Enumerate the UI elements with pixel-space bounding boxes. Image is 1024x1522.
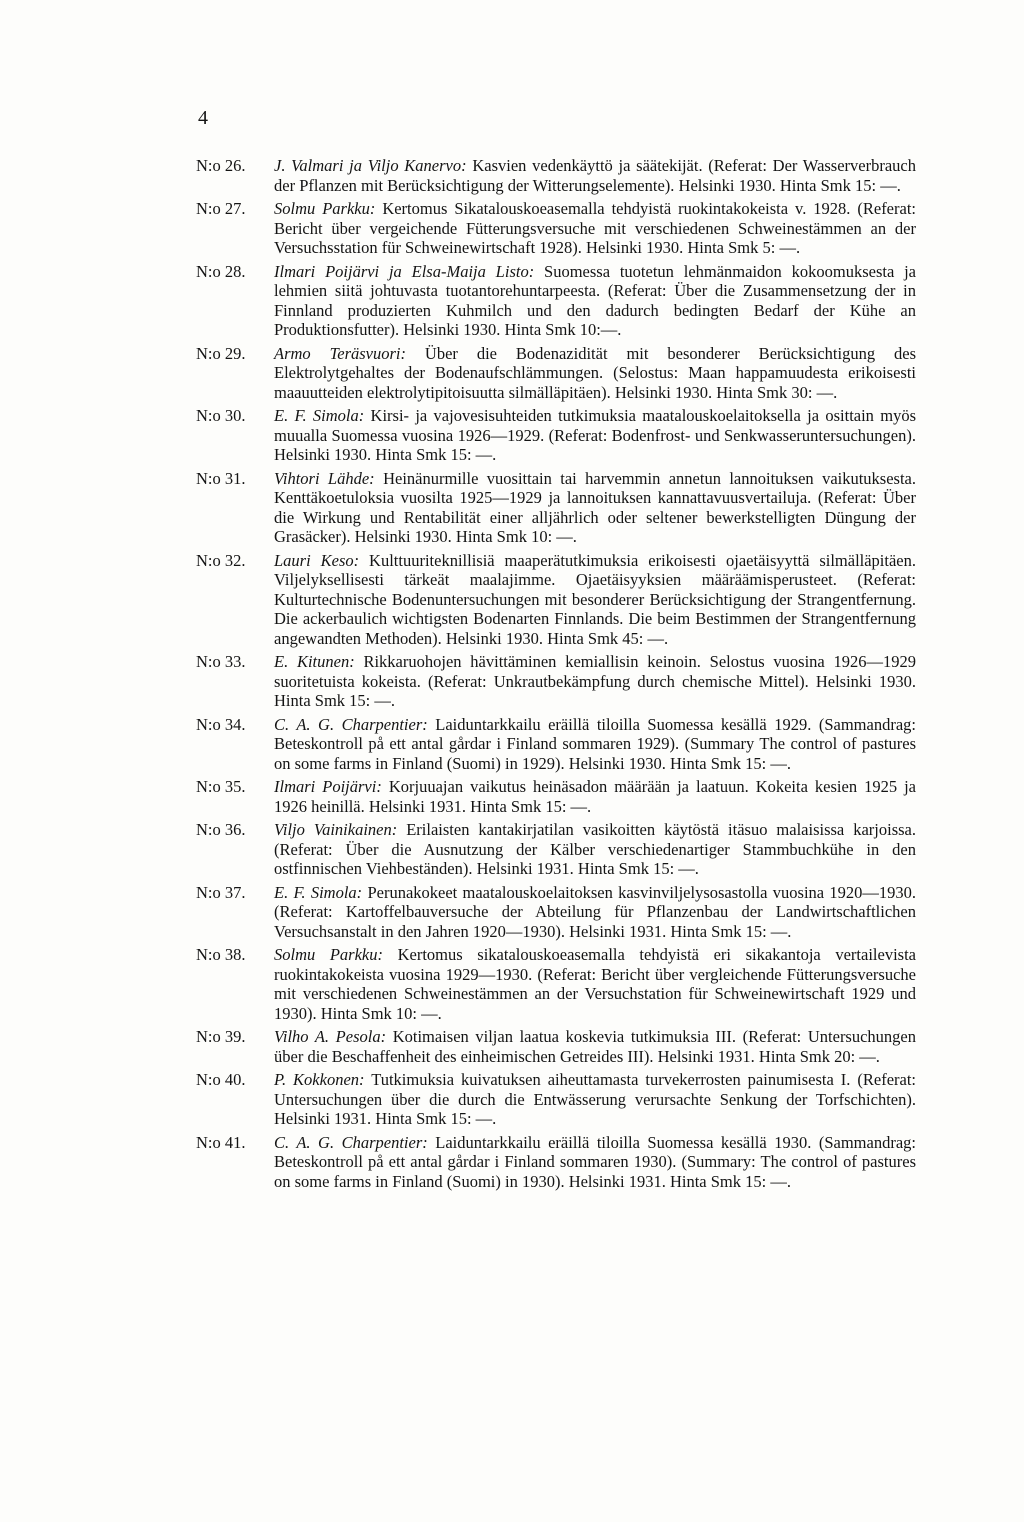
- entry-body: [274, 156, 916, 195]
- entry-number: N:o 31.: [196, 468, 246, 488]
- entry-body: [274, 1070, 916, 1129]
- entry-description: Kasvien vedenkäyttö ja säätekijät. (Referat: Der Wasserverbrauch der Pflanzen mit Berücksichtigung der Witterungselemente). Helsinki 1930. Hinta Smk 15: —.: [274, 156, 917, 195]
- entry-author: Solmu Parkku:: [274, 945, 383, 964]
- entry-description: Heinänurmille vuosittain tai harvemmin annetun lannoituksen vaikutuksesta. Kenttäkoetuloksia vuosilta 1925—1929 ja lannoituksen kannattavuusvertailuja. (Referat: Über die Wirkung und Rentabilität einer alljährlich oder seltener bewerkstelligten Düngung der Grasäcker). Helsinki 1930. Hinta Smk 10: —.: [274, 468, 917, 546]
- entry-author: E. F. Simola:: [274, 406, 365, 425]
- entry-body: [274, 945, 916, 1023]
- entry-body: [274, 820, 916, 879]
- entry-body: [274, 551, 916, 649]
- entry-author: Vilho A. Pesola:: [274, 1027, 387, 1046]
- entry-description: Tutkimuksia kuivatuksen aiheuttamasta turvekerrosten painumisesta I. (Referat: Untersuchungen über die durch die Entwässerung verursachte Senkung der Torfschichten). Helsinki 1931. Hinta Smk 15: —.: [274, 1070, 917, 1128]
- entry-description: Kertomus Sikatalouskoeasemalla tehdyistä ruokintakokeista v. 1928. (Referat: Bericht über vergeichende Fütterungsversuche mit verschiedenen Schweinestämmen an der Versuchsstation für Schweinewirtschaft 1928). Helsinki 1930. Hinta Smk 5: —.: [274, 199, 916, 257]
- entry-description: Kulttuuriteknillisiä maaperätutkimuksia erikoisesti ojaetäisyyttä silmälläpitäen. Viljelyksellisesti tärkeät maalajimme. Ojaetäisyyksien määräämisperusteet. (Referat: Kulturtechnische Bodenuntersuchungen mit besonderer Berücksichtigung der Strangentfernung. Die ackerbaulich wichtigsten Bodenarten Finnlands. Die beim Bestimmen der Strangentfernung angewandten Methoden). Helsinki 1930. Hinta Smk 45: —.: [274, 550, 917, 648]
- page-number: 4: [198, 107, 208, 129]
- entry-author: Ilmari Poijärvi:: [274, 777, 382, 796]
- entry-description: Korjuuajan vaikutus heinäsadon määrään ja laatuun. Kokeita kesien 1925 ja 1926 heinillä. Helsinki 1931. Hinta Smk 15: —.: [274, 777, 916, 816]
- entry-body: [274, 262, 916, 340]
- entry-number: N:o 28.: [196, 261, 246, 281]
- list-item: [196, 406, 916, 465]
- entry-author: Lauri Keso:: [274, 550, 360, 570]
- publication-list: [196, 156, 916, 1191]
- entry-number: N:o 37.: [196, 882, 246, 902]
- entry-number: N:o 27.: [196, 199, 246, 218]
- entry-number: N:o 26.: [196, 156, 246, 175]
- list-item: [196, 344, 916, 403]
- entry-body: [274, 883, 916, 942]
- list-item: [196, 652, 916, 711]
- entry-body: [274, 469, 916, 547]
- entry-description: Rikkaruohojen hävittäminen kemiallisin keinoin. Selostus vuosina 1926—1929 suoritetuista kokeista. (Referat: Unkrautbekämpfung durch chemische Mittel). Helsinki 1930. Hinta Smk 15: —.: [274, 652, 916, 710]
- entry-number: N:o 32.: [196, 550, 246, 570]
- entry-body: [274, 199, 916, 258]
- entry-description: Kotimaisen viljan laatua koskevia tutkimuksia III. (Referat: Untersuchungen über die Beschaffenheit des einheimischen Getreides III). Helsinki 1931. Hinta Smk 20: —.: [274, 1027, 917, 1066]
- entry-body: [274, 1133, 916, 1192]
- list-item: [196, 777, 916, 816]
- list-item: [196, 469, 916, 547]
- list-item: [196, 715, 916, 774]
- entry-body: [274, 406, 916, 465]
- entry-number: N:o 41.: [196, 1132, 246, 1152]
- list-item: [196, 262, 916, 340]
- list-item: [196, 1133, 916, 1192]
- entry-description: Über die Bodenazidität mit besonderer Berücksichtigung des Elektrolytgehaltes der Bodenaufschlämmungen. (Selostus: Maan happamuudesta erikoisesti maauutteiden elektrolytipitoisuutta silmälläpitäen). Helsinki 1930. Hinta Smk 30: —.: [274, 343, 916, 402]
- entry-number: N:o 39.: [196, 1027, 246, 1046]
- entry-number: N:o 35.: [196, 777, 246, 796]
- entry-body: [274, 777, 916, 816]
- list-item: [196, 1070, 916, 1129]
- entry-body: [274, 344, 916, 403]
- entry-description: Laiduntarkkailu eräillä tiloilla Suomessa kesällä 1929. (Sammandrag: Beteskontroll på ett antal gårdar i Finland sommaren 1929). (Summary The control of pastures on some farms in Finland (Suomi) in 1929). Helsinki 1930. Hinta Smk 15: —.: [274, 714, 916, 773]
- entry-author: P. Kokkonen:: [274, 1070, 365, 1089]
- entry-description: Erilaisten kantakirjatilan vasikoitten käytöstä itäsuo malaisissa karjoissa. (Referat: Über die Ausnutzung der Kälber verschiedenartiger Stammbuchkühe in den ostfinnischen Viehbeständen). Helsinki 1931. Hinta Smk 15: —.: [274, 820, 916, 878]
- entry-number: N:o 29.: [196, 343, 246, 363]
- entry-author: Viljo Vainikainen:: [274, 820, 398, 839]
- entry-number: N:o 38.: [196, 945, 246, 964]
- entry-author: Solmu Parkku:: [274, 199, 376, 218]
- entry-author: C. A. G. Charpentier:: [274, 714, 428, 734]
- entry-author: E. Kitunen:: [274, 652, 355, 671]
- list-item: [196, 945, 916, 1023]
- list-item: [196, 551, 916, 649]
- entry-number: N:o 34.: [196, 714, 246, 734]
- list-item: [196, 199, 916, 258]
- entry-number: N:o 33.: [196, 652, 246, 671]
- entry-author: J. Valmari ja Viljo Kanervo:: [274, 156, 467, 175]
- entry-description: Suomessa tuotetun lehmänmaidon kokoomuksesta ja lehmien siitä johtuvasta tuotantorehuntarpeesta. (Referat: Über die Zusammensetzung der in Finnland produzierten Kuhmilch und den dadurch bedingten Bedarf der Kühe an Produktionsfutter). Helsinki 1930. Hinta Smk 10:—.: [274, 261, 917, 339]
- entry-author: Vihtori Lähde:: [274, 468, 375, 488]
- entry-body: [274, 1027, 916, 1066]
- entry-author: Ilmari Poijärvi ja Elsa-Maija Listo:: [274, 261, 535, 281]
- entry-description: Laiduntarkkailu eräillä tiloilla Suomessa kesällä 1930. (Sammandrag: Beteskontroll på ett antal gårdar i Finland sommaren 1930). (Summary: The control of pastures on some farms in Finland (Suomi) in 1930). Helsinki 1931. Hinta Smk 15: —.: [274, 1132, 916, 1191]
- entry-description: Perunakokeet maatalouskoelaitoksen kasvinviljelysosastolla vuosina 1920—1930. (Referat: Kartoffelbauversuche der Abteilung für Pflanzenbau der Landwirtschaftlichen Versuchsanstalt in den Jahren 1920—1930). Helsinki 1931. Hinta Smk 15: —.: [274, 882, 916, 941]
- entry-description: Kirsi- ja vajovesisuhteiden tutkimuksia maatalouskoelaitoksella ja osittain myös muualla Suomessa vuosina 1926—1929. (Referat: Bodenfrost- und Senkwasseruntersuchungen). Helsinki 1930. Hinta Smk 15: —.: [274, 406, 916, 464]
- entry-body: [274, 715, 916, 774]
- list-item: [196, 156, 916, 195]
- entry-body: [274, 652, 916, 711]
- list-item: [196, 883, 916, 942]
- list-item: [196, 820, 916, 879]
- entry-number: N:o 36.: [196, 820, 246, 839]
- entry-number: N:o 40.: [196, 1070, 246, 1089]
- list-item: [196, 1027, 916, 1066]
- entry-number: N:o 30.: [196, 406, 246, 425]
- entry-description: Kertomus sikatalouskoeasemalla tehdyistä eri sikakantoja vertailevista ruokintakokeista vuosina 1929—1930. (Referat: Bericht über vergleichende Fütterungsversuche mit verschiedenen Schweinestämmen an der Versuchstation für Schweinewirtschaft 1929 und 1930). Hinta Smk 10: —.: [274, 945, 916, 1023]
- entry-author: E. F. Simola:: [274, 882, 363, 902]
- entry-author: Armo Teräsvuori:: [274, 343, 406, 363]
- entry-author: C. A. G. Charpentier:: [274, 1132, 428, 1152]
